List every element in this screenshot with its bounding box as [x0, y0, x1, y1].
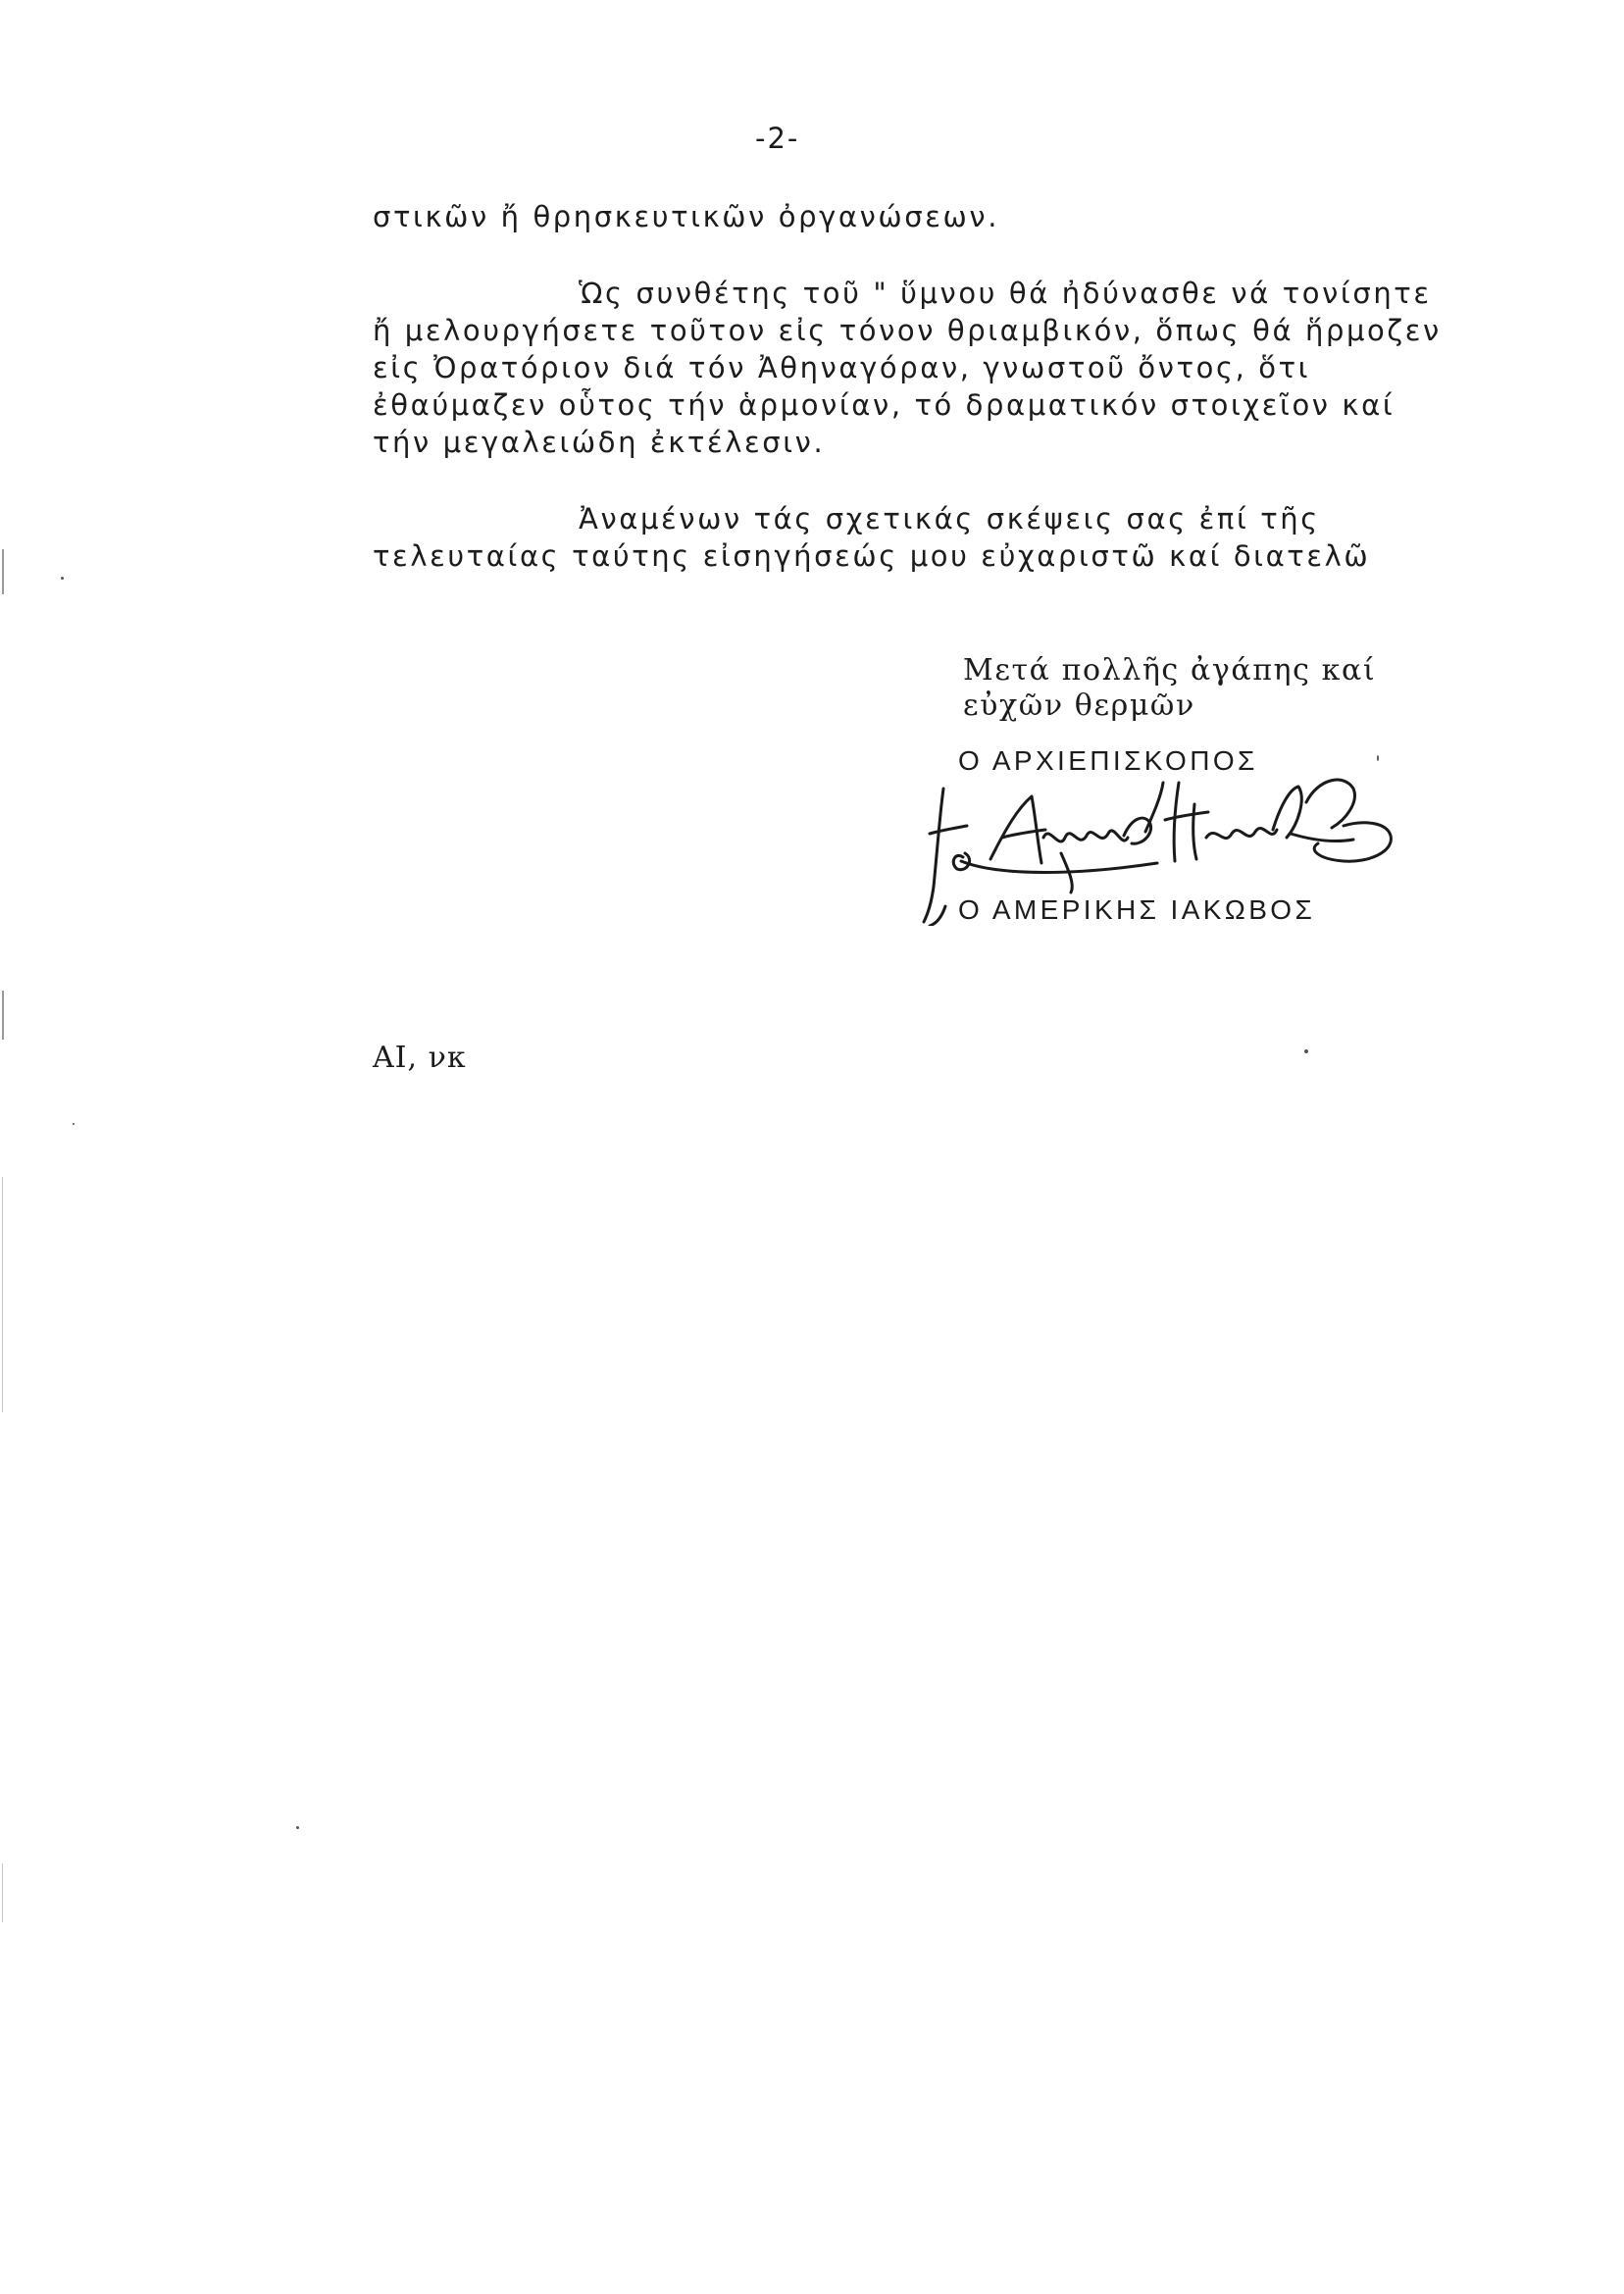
- scan-speck: [1304, 1049, 1308, 1053]
- scan-edge-mark: [2, 1863, 3, 1922]
- signatory-name: Ο ΑΜΕΡΙΚΗΣ ΙΑΚΩΒΟΣ: [958, 894, 1316, 925]
- body-line-3: ἤ μελουργήσετε τοῦτον εἰς τόνον θριαμβικόν, ὅπως θά ἥρμοζεν: [373, 314, 1442, 347]
- body-line-8: τελευταίας ταύτης εἰσηγήσεώς μου εὐχαριστῶ καί διατελῶ: [373, 539, 1371, 573]
- scan-speck: [61, 577, 64, 580]
- scan-edge-mark: [2, 1177, 3, 1412]
- reference-initials: ΑΙ, νκ: [373, 1041, 467, 1075]
- closing-line-1: Μετά πολλῆς ἀγάπης καί: [963, 653, 1377, 688]
- closing-line-2: εὐχῶν θερμῶν: [963, 688, 1195, 723]
- signatory-title: Ο ΑΡΧΙΕΠΙΣΚΟΠΟΣ: [958, 745, 1258, 776]
- scan-edge-mark: [2, 991, 4, 1040]
- body-line-4: εἰς Ὀρατόριον διά τόν Ἀθηναγόραν, γνωστοῦ ὄντος, ὅτι: [373, 351, 1311, 384]
- scan-speck: [73, 1123, 75, 1125]
- scan-speck: [296, 1826, 299, 1829]
- body-line-2: Ὡς συνθέτης τοῦ " ὕμνου θά ἠδύνασθε νά τονίσητε: [579, 277, 1432, 310]
- page-number: -2-: [755, 122, 800, 155]
- scan-speck: [1377, 755, 1379, 761]
- body-line-7: Ἀναμένων τάς σχετικάς σκέψεις σας ἐπί τῆς: [579, 502, 1320, 535]
- body-line-5: ἐθαύμαζεν οὗτος τήν ἁρμονίαν, τό δραματικόν στοιχεῖον καί: [373, 388, 1396, 422]
- body-line-1: στικῶν ἤ θρησκευτικῶν ὀργανώσεων.: [373, 200, 1000, 233]
- body-line-6: τήν μεγαλειώδη ἐκτέλεσιν.: [373, 426, 826, 459]
- scan-edge-mark: [2, 549, 4, 594]
